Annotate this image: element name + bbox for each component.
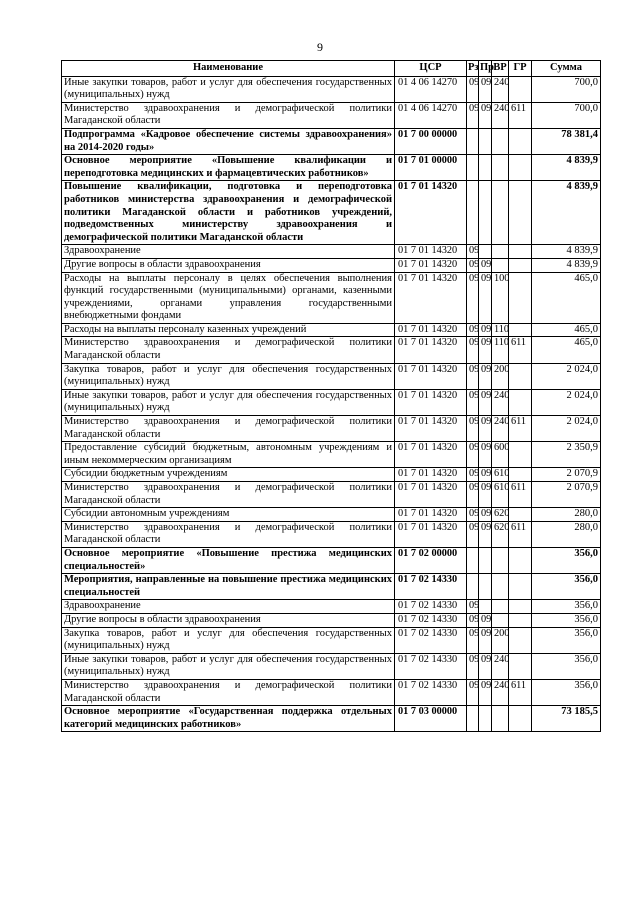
cell-rz: 09 xyxy=(467,613,479,627)
cell-csr: 01 7 02 14330 xyxy=(395,627,467,653)
cell-csr: 01 7 02 14330 xyxy=(395,613,467,627)
cell-name: Иные закупки товаров, работ и услуг для обеспечения государственных (муниципальных) нужд xyxy=(62,653,395,679)
cell-csr: 01 7 01 14320 xyxy=(395,482,467,508)
cell-gr xyxy=(509,181,532,245)
cell-csr: 01 7 02 00000 xyxy=(395,547,467,573)
cell-csr: 01 7 01 14320 xyxy=(395,337,467,363)
cell-vr xyxy=(492,600,509,614)
cell-rz: 09 xyxy=(467,363,479,389)
cell-pr: 09 xyxy=(479,363,492,389)
cell-rz xyxy=(467,155,479,181)
cell-rz xyxy=(467,128,479,154)
cell-name: Министерство здравоохранения и демографической политики Магаданской области xyxy=(62,102,395,128)
cell-pr: 09 xyxy=(479,482,492,508)
table-row xyxy=(62,468,601,482)
cell-name: Повышение квалификации, подготовка и переподготовка работников министерства здравоохранения и демографической политики Магаданской области и работников учреждений, подведомственных министерству здравоохранения и демографической политики Магаданской области xyxy=(62,181,395,245)
table-row xyxy=(62,76,601,102)
cell-vr: 110 xyxy=(492,323,509,337)
cell-pr xyxy=(479,574,492,600)
cell-name: Здравоохранение xyxy=(62,600,395,614)
cell-sum: 700,0 xyxy=(532,76,601,102)
cell-sum: 356,0 xyxy=(532,574,601,600)
cell-csr: 01 7 01 14320 xyxy=(395,258,467,272)
table-row xyxy=(62,442,601,468)
cell-rz: 09 xyxy=(467,468,479,482)
cell-vr: 240 xyxy=(492,653,509,679)
cell-gr: 611 xyxy=(509,416,532,442)
cell-vr: 610 xyxy=(492,482,509,508)
cell-vr: 620 xyxy=(492,508,509,522)
cell-gr xyxy=(509,76,532,102)
table-row xyxy=(62,363,601,389)
cell-rz: 09 xyxy=(467,482,479,508)
cell-gr xyxy=(509,155,532,181)
table-row xyxy=(62,482,601,508)
cell-pr: 09 xyxy=(479,102,492,128)
cell-vr: 610 xyxy=(492,468,509,482)
table-row xyxy=(62,102,601,128)
table-row xyxy=(62,679,601,705)
cell-rz xyxy=(467,574,479,600)
cell-rz: 09 xyxy=(467,323,479,337)
table-row xyxy=(62,547,601,573)
cell-name: Предоставление субсидий бюджетным, автономным учреждениям и иным некоммерческим организациям xyxy=(62,442,395,468)
page-number: 9 xyxy=(317,40,323,54)
cell-sum: 4 839,9 xyxy=(532,258,601,272)
cell-csr: 01 7 01 14320 xyxy=(395,468,467,482)
table-row xyxy=(62,181,601,245)
cell-csr: 01 7 02 14330 xyxy=(395,574,467,600)
cell-pr: 09 xyxy=(479,258,492,272)
cell-csr: 01 7 03 00000 xyxy=(395,706,467,732)
cell-name: Субсидии автономным учреждениям xyxy=(62,508,395,522)
cell-rz: 09 xyxy=(467,600,479,614)
cell-csr: 01 7 01 14320 xyxy=(395,363,467,389)
cell-sum: 356,0 xyxy=(532,627,601,653)
cell-sum: 356,0 xyxy=(532,613,601,627)
cell-pr: 09 xyxy=(479,627,492,653)
cell-csr: 01 7 02 14330 xyxy=(395,653,467,679)
cell-name: Закупка товаров, работ и услуг для обеспечения государственных (муниципальных) нужд xyxy=(62,627,395,653)
cell-vr: 200 xyxy=(492,363,509,389)
cell-gr: 611 xyxy=(509,337,532,363)
cell-rz: 09 xyxy=(467,389,479,415)
cell-csr: 01 7 01 14320 xyxy=(395,442,467,468)
cell-pr: 09 xyxy=(479,416,492,442)
cell-vr: 200 xyxy=(492,627,509,653)
table-row xyxy=(62,574,601,600)
cell-name: Министерство здравоохранения и демографической политики Магаданской области xyxy=(62,679,395,705)
cell-sum: 2 024,0 xyxy=(532,416,601,442)
cell-vr: 240 xyxy=(492,679,509,705)
cell-sum: 465,0 xyxy=(532,337,601,363)
cell-vr xyxy=(492,245,509,259)
cell-rz: 09 xyxy=(467,442,479,468)
header-pr: Пр xyxy=(479,61,492,77)
cell-csr: 01 7 01 14320 xyxy=(395,389,467,415)
cell-csr: 01 7 01 14320 xyxy=(395,521,467,547)
cell-gr xyxy=(509,600,532,614)
cell-name: Мероприятия, направленные на повышение престижа медицинских специальностей xyxy=(62,574,395,600)
table-row xyxy=(62,627,601,653)
table-row xyxy=(62,337,601,363)
cell-gr xyxy=(509,128,532,154)
cell-gr xyxy=(509,627,532,653)
cell-sum: 356,0 xyxy=(532,679,601,705)
cell-vr: 240 xyxy=(492,76,509,102)
header-gr: ГР xyxy=(509,61,532,77)
cell-rz: 09 xyxy=(467,416,479,442)
cell-rz: 09 xyxy=(467,508,479,522)
cell-csr: 01 4 06 14270 xyxy=(395,76,467,102)
header-rz: Рз xyxy=(467,61,479,77)
table-row xyxy=(62,613,601,627)
cell-pr xyxy=(479,600,492,614)
cell-vr: 110 xyxy=(492,337,509,363)
cell-csr: 01 7 02 14330 xyxy=(395,679,467,705)
header-sum: Сумма xyxy=(532,61,601,77)
cell-csr: 01 7 02 14330 xyxy=(395,600,467,614)
cell-sum: 4 839,9 xyxy=(532,181,601,245)
cell-pr: 09 xyxy=(479,272,492,323)
table-row xyxy=(62,508,601,522)
cell-name: Министерство здравоохранения и демографической политики Магаданской области xyxy=(62,337,395,363)
cell-rz: 09 xyxy=(467,258,479,272)
cell-name: Расходы на выплаты персоналу казенных учреждений xyxy=(62,323,395,337)
cell-vr xyxy=(492,128,509,154)
cell-pr xyxy=(479,155,492,181)
cell-name: Иные закупки товаров, работ и услуг для обеспечения государственных (муниципальных) нужд xyxy=(62,389,395,415)
cell-rz xyxy=(467,547,479,573)
cell-name: Расходы на выплаты персоналу в целях обеспечения выполнения функций государственными (муниципальными) органами, казенными учреждениями, органами управления государственными внебюджетными фондами xyxy=(62,272,395,323)
cell-vr: 240 xyxy=(492,389,509,415)
cell-gr xyxy=(509,613,532,627)
cell-pr xyxy=(479,245,492,259)
cell-rz xyxy=(467,181,479,245)
cell-name: Другие вопросы в области здравоохранения xyxy=(62,258,395,272)
cell-sum: 280,0 xyxy=(532,521,601,547)
cell-pr xyxy=(479,181,492,245)
table-row xyxy=(62,600,601,614)
cell-name: Другие вопросы в области здравоохранения xyxy=(62,613,395,627)
cell-sum: 4 839,9 xyxy=(532,245,601,259)
cell-pr: 09 xyxy=(479,389,492,415)
table-body xyxy=(62,76,601,732)
cell-pr xyxy=(479,128,492,154)
cell-name: Основное мероприятие «Государственная поддержка отдельных категорий медицинских работников» xyxy=(62,706,395,732)
cell-pr: 09 xyxy=(479,468,492,482)
cell-vr: 600 xyxy=(492,442,509,468)
cell-csr: 01 7 01 14320 xyxy=(395,416,467,442)
cell-csr: 01 7 01 14320 xyxy=(395,272,467,323)
cell-pr xyxy=(479,547,492,573)
cell-rz: 09 xyxy=(467,627,479,653)
budget-table xyxy=(61,60,601,732)
cell-name: Закупка товаров, работ и услуг для обеспечения государственных (муниципальных) нужд xyxy=(62,363,395,389)
cell-vr: 240 xyxy=(492,102,509,128)
cell-pr: 09 xyxy=(479,508,492,522)
header-name: Наименование xyxy=(62,61,395,77)
cell-vr: 100 xyxy=(492,272,509,323)
cell-vr xyxy=(492,706,509,732)
cell-name: Иные закупки товаров, работ и услуг для обеспечения государственных (муниципальных) нужд xyxy=(62,76,395,102)
cell-vr xyxy=(492,258,509,272)
cell-rz: 09 xyxy=(467,679,479,705)
cell-csr: 01 4 06 14270 xyxy=(395,102,467,128)
cell-name: Основное мероприятие «Повышение престижа медицинских специальностей» xyxy=(62,547,395,573)
table-row xyxy=(62,416,601,442)
cell-vr: 240 xyxy=(492,416,509,442)
table-row xyxy=(62,389,601,415)
table-row xyxy=(62,128,601,154)
cell-rz: 09 xyxy=(467,337,479,363)
cell-gr xyxy=(509,508,532,522)
cell-csr: 01 7 01 14320 xyxy=(395,181,467,245)
cell-sum: 2 350,9 xyxy=(532,442,601,468)
cell-vr: 620 xyxy=(492,521,509,547)
table-row xyxy=(62,653,601,679)
header-csr: ЦСР xyxy=(395,61,467,77)
cell-rz: 09 xyxy=(467,245,479,259)
table-row xyxy=(62,706,601,732)
cell-pr: 09 xyxy=(479,337,492,363)
cell-pr: 09 xyxy=(479,76,492,102)
cell-name: Здравоохранение xyxy=(62,245,395,259)
cell-csr: 01 7 01 14320 xyxy=(395,323,467,337)
cell-csr: 01 7 01 14320 xyxy=(395,508,467,522)
cell-csr: 01 7 01 14320 xyxy=(395,245,467,259)
cell-sum: 4 839,9 xyxy=(532,155,601,181)
cell-rz: 09 xyxy=(467,521,479,547)
table-row xyxy=(62,272,601,323)
cell-sum: 78 381,4 xyxy=(532,128,601,154)
cell-gr xyxy=(509,245,532,259)
cell-sum: 2 024,0 xyxy=(532,389,601,415)
table-row xyxy=(62,521,601,547)
cell-gr xyxy=(509,272,532,323)
cell-sum: 2 070,9 xyxy=(532,482,601,508)
cell-name: Подпрограмма «Кадровое обеспечение системы здравоохранения» на 2014-2020 годы» xyxy=(62,128,395,154)
cell-gr xyxy=(509,363,532,389)
cell-rz: 09 xyxy=(467,272,479,323)
cell-gr xyxy=(509,574,532,600)
cell-rz: 09 xyxy=(467,102,479,128)
cell-sum: 73 185,5 xyxy=(532,706,601,732)
cell-gr: 611 xyxy=(509,521,532,547)
cell-rz: 09 xyxy=(467,653,479,679)
cell-vr xyxy=(492,574,509,600)
table-row xyxy=(62,155,601,181)
cell-sum: 356,0 xyxy=(532,547,601,573)
table-row xyxy=(62,323,601,337)
cell-vr xyxy=(492,181,509,245)
header-vr: ВР xyxy=(492,61,509,77)
cell-sum: 356,0 xyxy=(532,653,601,679)
cell-sum: 700,0 xyxy=(532,102,601,128)
cell-gr: 611 xyxy=(509,102,532,128)
cell-gr xyxy=(509,468,532,482)
cell-gr xyxy=(509,653,532,679)
header-row xyxy=(62,61,601,77)
cell-gr xyxy=(509,706,532,732)
table-row xyxy=(62,258,601,272)
table-row xyxy=(62,245,601,259)
cell-pr: 09 xyxy=(479,653,492,679)
cell-pr: 09 xyxy=(479,521,492,547)
cell-name: Основное мероприятие «Повышение квалификации и переподготовка медицинских и фармацевтических работников» xyxy=(62,155,395,181)
cell-vr xyxy=(492,155,509,181)
cell-pr xyxy=(479,706,492,732)
cell-gr: 611 xyxy=(509,482,532,508)
table-header xyxy=(62,61,601,77)
cell-gr xyxy=(509,547,532,573)
cell-sum: 465,0 xyxy=(532,323,601,337)
cell-gr xyxy=(509,389,532,415)
cell-csr: 01 7 00 00000 xyxy=(395,128,467,154)
cell-sum: 356,0 xyxy=(532,600,601,614)
cell-rz xyxy=(467,706,479,732)
cell-vr xyxy=(492,613,509,627)
cell-sum: 280,0 xyxy=(532,508,601,522)
cell-name: Министерство здравоохранения и демографической политики Магаданской области xyxy=(62,521,395,547)
cell-gr xyxy=(509,323,532,337)
cell-gr xyxy=(509,442,532,468)
cell-gr xyxy=(509,258,532,272)
cell-name: Министерство здравоохранения и демографической политики Магаданской области xyxy=(62,482,395,508)
cell-sum: 465,0 xyxy=(532,272,601,323)
cell-pr: 09 xyxy=(479,323,492,337)
cell-pr: 09 xyxy=(479,679,492,705)
cell-vr xyxy=(492,547,509,573)
cell-name: Министерство здравоохранения и демографической политики Магаданской области xyxy=(62,416,395,442)
cell-csr: 01 7 01 00000 xyxy=(395,155,467,181)
cell-sum: 2 024,0 xyxy=(532,363,601,389)
cell-name: Субсидии бюджетным учреждениям xyxy=(62,468,395,482)
cell-sum: 2 070,9 xyxy=(532,468,601,482)
cell-rz: 09 xyxy=(467,76,479,102)
cell-gr: 611 xyxy=(509,679,532,705)
cell-pr: 09 xyxy=(479,442,492,468)
cell-pr: 09 xyxy=(479,613,492,627)
